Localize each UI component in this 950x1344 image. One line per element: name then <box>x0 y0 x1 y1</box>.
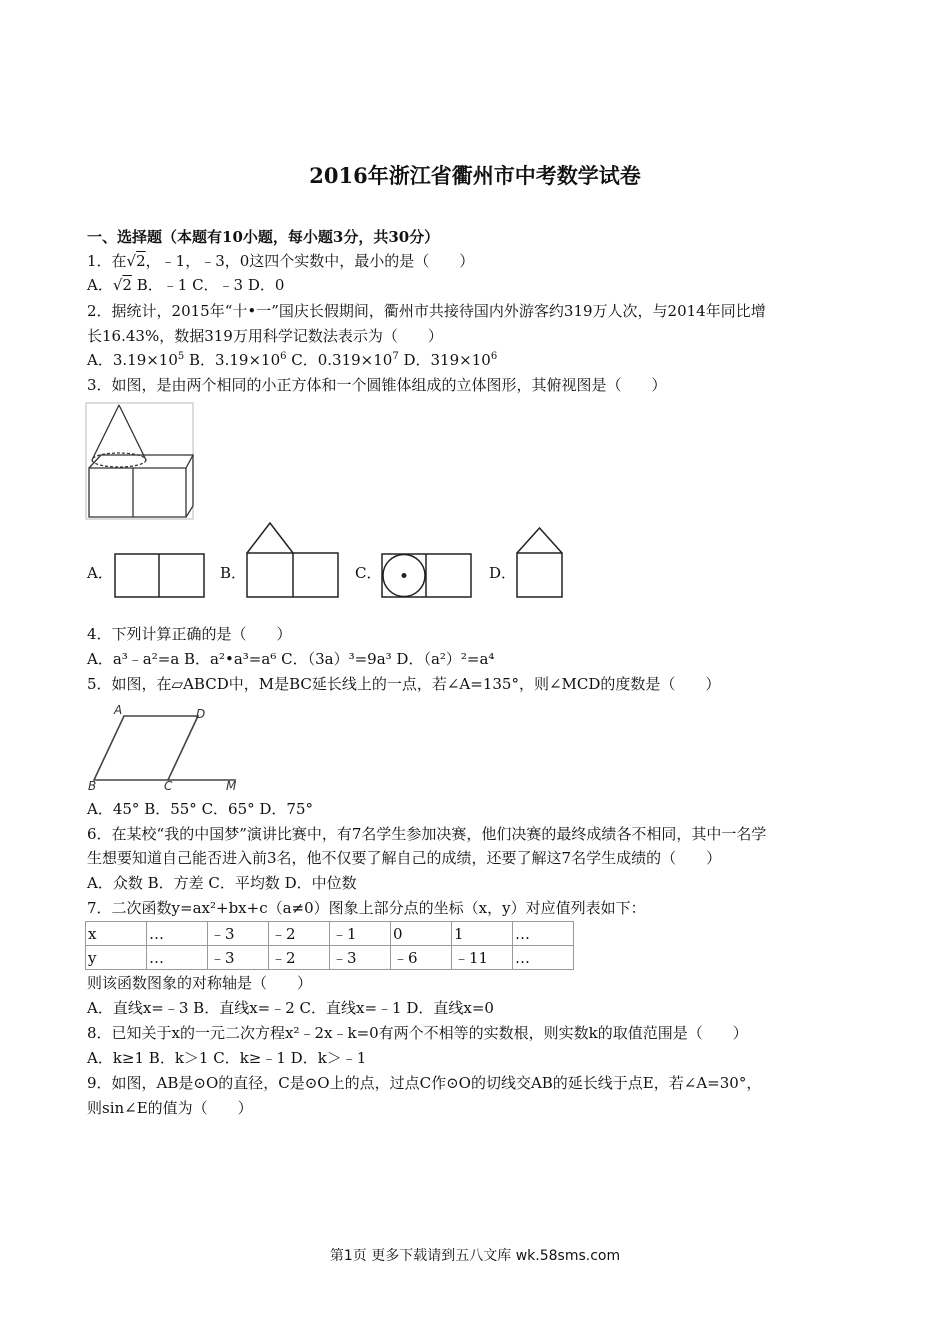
question-9-line2: 则sin∠E的值为（ ） <box>87 1099 253 1117</box>
question-8-options: A．k≥1 B．k＞1 C．k≥﹣1 D．k＞﹣1 <box>87 1049 367 1067</box>
table-row: y … ﹣3 ﹣2 ﹣3 ﹣6 ﹣11 … <box>86 946 574 970</box>
question-6-options: A．众数 B．方差 C．平均数 D．中位数 <box>87 874 357 892</box>
parallelogram-figure <box>86 702 240 792</box>
question-5-options: A．45° B．55° C．65° D．75° <box>87 800 314 818</box>
section-heading: 一、选择题（本题有10小题，每小题3分，共30分） <box>87 228 440 246</box>
value-table <box>85 921 574 970</box>
question-9-line1: 9．如图，AB是⊙O的直径，C是⊙O上的点，过点C作⊙O的切线交AB的延长线于点E，若∠A=30°， <box>87 1074 762 1092</box>
point-m-label: M <box>226 779 237 793</box>
solid-figure <box>86 403 196 521</box>
point-a-label: A <box>114 703 123 717</box>
q3-option-b-figure <box>246 521 340 599</box>
sqrt-symbol: √2 <box>126 252 146 270</box>
point-c-label: C <box>164 779 173 793</box>
table-row: x … ﹣3 ﹣2 ﹣1 0 1 … <box>86 922 574 946</box>
question-4-options: A．a³﹣a²=a B．a²•a³=a⁶ C．（3a）³=9a³ D．（a²）²=a⁴ <box>87 650 495 668</box>
q3-option-a-figure <box>114 553 206 599</box>
question-6-line1: 6．在某校“我的中国梦”演讲比赛中，有7名学生参加决赛，他们决赛的最终成绩各不相同，其中一名学 <box>87 825 767 843</box>
q3-option-a-label: A． <box>87 564 113 582</box>
question-6-line2: 生想要知道自己能否进入前3名，他不仅要了解自己的成绩，还要了解这7名学生成绩的（ ） <box>87 849 722 867</box>
question-4-stem: 4．下列计算正确的是（ ） <box>87 625 292 643</box>
q3-option-d-label: D． <box>489 564 517 582</box>
question-8-stem: 8．已知关于x的一元二次方程x²﹣2x﹣k=0有两个不相等的实数根，则实数k的取值范围是（ ） <box>87 1024 748 1042</box>
question-7-after: 则该函数图象的对称轴是（ ） <box>87 974 313 992</box>
page-footer: 第1页 更多下载请到五八文库 wk.58sms.com <box>329 1248 621 1264</box>
question-5-stem: 5．如图，在▱ABCD中，M是BC延长线上的一点，若∠A=135°，则∠MCD的度数是（ ） <box>87 675 721 693</box>
q3-option-b-label: B． <box>220 564 247 582</box>
point-d-label: D <box>196 707 206 721</box>
question-1-stem: 1．在√2，﹣1，﹣3，0这四个实数中，最小的是（ ） <box>87 252 475 270</box>
question-7-options: A．直线x=﹣3 B．直线x=﹣2 C．直线x=﹣1 D．直线x=0 <box>87 999 494 1017</box>
q3-option-d-figure <box>516 526 564 600</box>
question-1-options: A．√2 B．﹣1 C．﹣3 D．0 <box>87 276 285 294</box>
question-2-line2: 长16.43%，数据319万用科学记数法表示为（ ） <box>87 327 443 345</box>
question-7-stem: 7．二次函数y=ax²+bx+c（a≠0）图象上部分点的坐标（x，y）对应值列表如下： <box>87 899 646 917</box>
exam-title: 2016年浙江省衢州市中考数学试卷 <box>309 163 641 188</box>
q3-option-c-figure <box>381 553 473 599</box>
q3-option-c-label: C． <box>355 564 382 582</box>
point-b-label: B <box>88 779 97 793</box>
question-2-options: A．$3.19\times 10^5$ B．$3.19\times 10^6$ C．$0.319\times 10^7$ D．$319\times 10^6$ <box>87 351 498 369</box>
question-2-line1: 2．据统计，2015年“十•一”国庆长假期间，衢州市共接待国内外游客约319万人次，与2014年同比增 <box>87 302 766 320</box>
question-3-stem: 3．如图，是由两个相同的小正方体和一个圆锥体组成的立体图形，其俯视图是（ ） <box>87 376 667 394</box>
